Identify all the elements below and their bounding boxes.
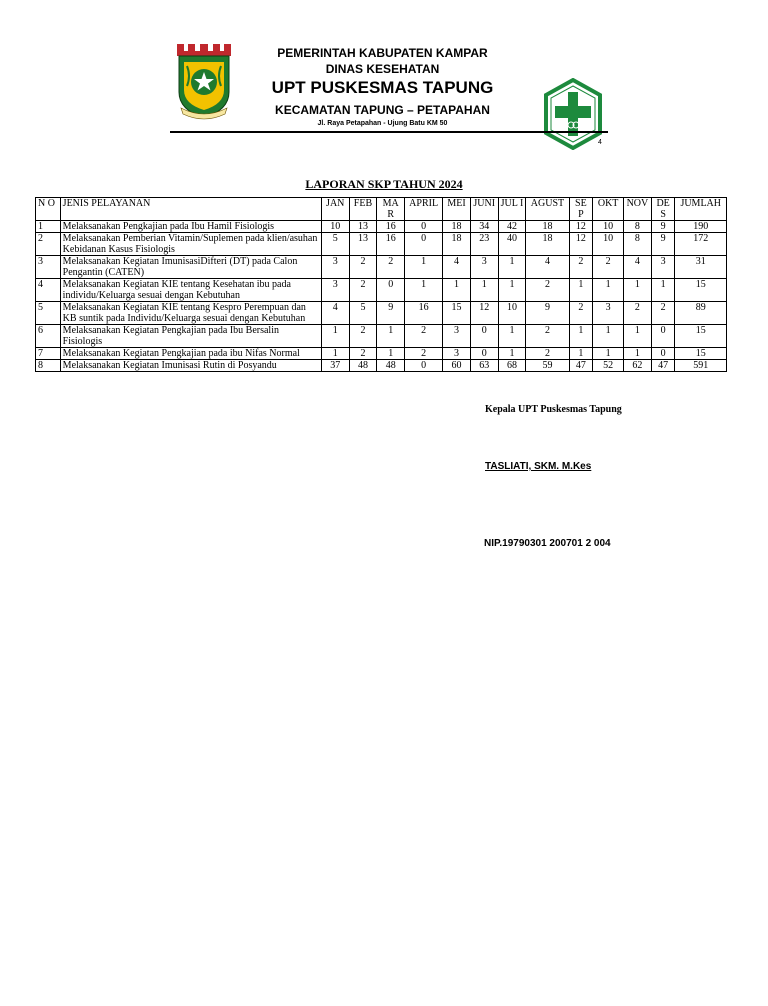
value-cell: 42 bbox=[498, 221, 526, 233]
signatory-title: Kepala UPT Puskesmas Tapung bbox=[485, 404, 622, 415]
value-cell: 3 bbox=[593, 302, 624, 325]
value-cell: 2 bbox=[569, 302, 593, 325]
value-cell: 172 bbox=[675, 233, 727, 256]
value-cell: 13 bbox=[349, 233, 377, 256]
value-cell: 1 bbox=[498, 279, 526, 302]
header-feb: FEB bbox=[349, 198, 377, 221]
value-cell: 9 bbox=[526, 302, 569, 325]
table-row bbox=[36, 256, 727, 279]
value-cell: 5 bbox=[349, 302, 377, 325]
value-cell: 37 bbox=[321, 360, 349, 372]
value-cell: 13 bbox=[349, 221, 377, 233]
value-cell: 3 bbox=[443, 348, 471, 360]
value-cell: 1 bbox=[593, 325, 624, 348]
value-cell: 34 bbox=[470, 221, 498, 233]
value-cell: 1 bbox=[321, 325, 349, 348]
row-number-cell: 1 bbox=[36, 221, 61, 233]
value-cell: 9 bbox=[651, 233, 675, 256]
header-juni: JUNI bbox=[470, 198, 498, 221]
row-number-cell: 8 bbox=[36, 360, 61, 372]
value-cell: 10 bbox=[321, 221, 349, 233]
value-cell: 0 bbox=[470, 325, 498, 348]
value-cell: 18 bbox=[443, 233, 471, 256]
value-cell: 2 bbox=[569, 256, 593, 279]
value-cell: 2 bbox=[624, 302, 652, 325]
value-cell: 1 bbox=[569, 279, 593, 302]
value-cell: 15 bbox=[675, 325, 727, 348]
value-cell: 2 bbox=[651, 302, 675, 325]
value-cell: 1 bbox=[498, 348, 526, 360]
value-cell: 3 bbox=[321, 279, 349, 302]
value-cell: 8 bbox=[624, 233, 652, 256]
header-april: APRIL bbox=[405, 198, 443, 221]
value-cell: 9 bbox=[651, 221, 675, 233]
service-name-cell: Melaksanakan Kegiatan Imunisasi Rutin di Posyandu bbox=[60, 360, 321, 372]
value-cell: 2 bbox=[593, 256, 624, 279]
value-cell: 0 bbox=[651, 325, 675, 348]
value-cell: 48 bbox=[349, 360, 377, 372]
value-cell: 0 bbox=[405, 233, 443, 256]
value-cell: 9 bbox=[377, 302, 405, 325]
value-cell: 2 bbox=[377, 256, 405, 279]
value-cell: 3 bbox=[321, 256, 349, 279]
value-cell: 68 bbox=[498, 360, 526, 372]
value-cell: 3 bbox=[651, 256, 675, 279]
value-cell: 10 bbox=[593, 221, 624, 233]
value-cell: 15 bbox=[675, 348, 727, 360]
table-body bbox=[36, 221, 727, 372]
value-cell: 2 bbox=[349, 279, 377, 302]
value-cell: 1 bbox=[377, 348, 405, 360]
service-name-cell: Melaksanakan Kegiatan Pengkajian pada ibu Nifas Normal bbox=[60, 348, 321, 360]
value-cell: 12 bbox=[569, 233, 593, 256]
value-cell: 16 bbox=[377, 233, 405, 256]
value-cell: 2 bbox=[349, 348, 377, 360]
table-header-row bbox=[36, 198, 727, 221]
letterhead-text bbox=[260, 46, 505, 129]
value-cell: 18 bbox=[443, 221, 471, 233]
header-nov: NOV bbox=[624, 198, 652, 221]
header-mei: MEI bbox=[443, 198, 471, 221]
service-name-cell: Melaksanakan Kegiatan KIE tentang Kesehatan ibu pada individu/Keluarga sesuai dengan Kebutuhan bbox=[60, 279, 321, 302]
row-number-cell: 7 bbox=[36, 348, 61, 360]
value-cell: 63 bbox=[470, 360, 498, 372]
header-juli: JUL I bbox=[498, 198, 526, 221]
value-cell: 1 bbox=[405, 279, 443, 302]
value-cell: 591 bbox=[675, 360, 727, 372]
value-cell: 3 bbox=[443, 325, 471, 348]
value-cell: 1 bbox=[624, 348, 652, 360]
value-cell: 12 bbox=[470, 302, 498, 325]
value-cell: 190 bbox=[675, 221, 727, 233]
signatory-nip: NIP.19790301 200701 2 004 bbox=[484, 538, 611, 549]
value-cell: 2 bbox=[349, 325, 377, 348]
service-name-cell: Melaksanakan Pemberian Vitamin/Suplemen pada klien/asuhan Kebidanan Kasus Fisiologis bbox=[60, 233, 321, 256]
value-cell: 1 bbox=[624, 325, 652, 348]
value-cell: 1 bbox=[624, 279, 652, 302]
value-cell: 31 bbox=[675, 256, 727, 279]
header-sep: SE P bbox=[569, 198, 593, 221]
value-cell: 1 bbox=[569, 325, 593, 348]
header-jumlah: JUMLAH bbox=[675, 198, 727, 221]
signatory-name: TASLIATI, SKM. M.Kes bbox=[485, 461, 592, 472]
report-table bbox=[35, 197, 727, 372]
table-row bbox=[36, 233, 727, 256]
row-number-cell: 4 bbox=[36, 279, 61, 302]
value-cell: 59 bbox=[526, 360, 569, 372]
value-cell: 47 bbox=[569, 360, 593, 372]
value-cell: 2 bbox=[526, 325, 569, 348]
value-cell: 89 bbox=[675, 302, 727, 325]
value-cell: 48 bbox=[377, 360, 405, 372]
value-cell: 1 bbox=[651, 279, 675, 302]
district-name: KECAMATAN TAPUNG – PETAPAHAN bbox=[275, 103, 490, 117]
value-cell: 5 bbox=[321, 233, 349, 256]
value-cell: 52 bbox=[593, 360, 624, 372]
value-cell: 1 bbox=[470, 279, 498, 302]
government-name: PEMERINTAH KABUPATEN KAMPAR bbox=[277, 46, 488, 60]
value-cell: 0 bbox=[651, 348, 675, 360]
puskesmas-logo-icon bbox=[543, 78, 603, 150]
row-number-cell: 3 bbox=[36, 256, 61, 279]
value-cell: 0 bbox=[405, 360, 443, 372]
row-number-cell: 5 bbox=[36, 302, 61, 325]
value-cell: 0 bbox=[377, 279, 405, 302]
value-cell: 47 bbox=[651, 360, 675, 372]
row-number-cell: 6 bbox=[36, 325, 61, 348]
value-cell: 1 bbox=[593, 279, 624, 302]
value-cell: 4 bbox=[443, 256, 471, 279]
letterhead-divider bbox=[170, 131, 608, 133]
table-row bbox=[36, 360, 727, 372]
table-row bbox=[36, 221, 727, 233]
header-okt: OKT bbox=[593, 198, 624, 221]
value-cell: 16 bbox=[405, 302, 443, 325]
value-cell: 16 bbox=[377, 221, 405, 233]
value-cell: 0 bbox=[405, 221, 443, 233]
value-cell: 2 bbox=[526, 348, 569, 360]
row-number-cell: 2 bbox=[36, 233, 61, 256]
value-cell: 4 bbox=[321, 302, 349, 325]
value-cell: 1 bbox=[405, 256, 443, 279]
letterhead bbox=[0, 0, 768, 160]
value-cell: 1 bbox=[321, 348, 349, 360]
value-cell: 15 bbox=[443, 302, 471, 325]
value-cell: 2 bbox=[526, 279, 569, 302]
institution-name: UPT PUSKESMAS TAPUNG bbox=[271, 78, 494, 97]
page-number: 4 bbox=[598, 139, 602, 146]
value-cell: 4 bbox=[526, 256, 569, 279]
agency-name: DINAS KESEHATAN bbox=[325, 62, 440, 76]
report-title: LAPORAN SKP TAHUN 2024 bbox=[305, 177, 463, 191]
value-cell: 2 bbox=[349, 256, 377, 279]
header-des: DE S bbox=[651, 198, 675, 221]
header-mar: MA R bbox=[377, 198, 405, 221]
kabupaten-kampar-emblem-icon bbox=[175, 42, 233, 122]
value-cell: 4 bbox=[624, 256, 652, 279]
value-cell: 40 bbox=[498, 233, 526, 256]
service-name-cell: Melaksanakan Pengkajian pada Ibu Hamil Fisiologis bbox=[60, 221, 321, 233]
value-cell: 2 bbox=[405, 325, 443, 348]
value-cell: 18 bbox=[526, 233, 569, 256]
value-cell: 1 bbox=[498, 325, 526, 348]
header-jan: JAN bbox=[321, 198, 349, 221]
value-cell: 3 bbox=[470, 256, 498, 279]
value-cell: 1 bbox=[498, 256, 526, 279]
value-cell: 10 bbox=[498, 302, 526, 325]
value-cell: 62 bbox=[624, 360, 652, 372]
service-name-cell: Melaksanakan Kegiatan Pengkajian pada Ibu Bersalin Fisiologis bbox=[60, 325, 321, 348]
value-cell: 2 bbox=[405, 348, 443, 360]
address: Jl. Raya Petapahan - Ujung Batu KM 50 bbox=[317, 120, 448, 127]
header-service: JENIS PELAYANAN bbox=[60, 198, 321, 221]
table-row bbox=[36, 325, 727, 348]
table-row bbox=[36, 302, 727, 325]
header-agust: AGUST bbox=[526, 198, 569, 221]
table-row bbox=[36, 348, 727, 360]
value-cell: 10 bbox=[593, 233, 624, 256]
table-row bbox=[36, 279, 727, 302]
value-cell: 23 bbox=[470, 233, 498, 256]
service-name-cell: Melaksanakan Kegiatan KIE tentang Kespro Perempuan dan KB suntik pada Individu/Keluarga sesuai dengan Kebutuhan bbox=[60, 302, 321, 325]
value-cell: 1 bbox=[443, 279, 471, 302]
value-cell: 1 bbox=[377, 325, 405, 348]
value-cell: 1 bbox=[569, 348, 593, 360]
value-cell: 1 bbox=[593, 348, 624, 360]
value-cell: 0 bbox=[470, 348, 498, 360]
value-cell: 15 bbox=[675, 279, 727, 302]
service-name-cell: Melaksanakan Kegiatan ImunisasiDifteri (DT) pada Calon Pengantin (CATEN) bbox=[60, 256, 321, 279]
value-cell: 60 bbox=[443, 360, 471, 372]
value-cell: 18 bbox=[526, 221, 569, 233]
value-cell: 8 bbox=[624, 221, 652, 233]
header-no: N O bbox=[36, 198, 61, 221]
value-cell: 12 bbox=[569, 221, 593, 233]
